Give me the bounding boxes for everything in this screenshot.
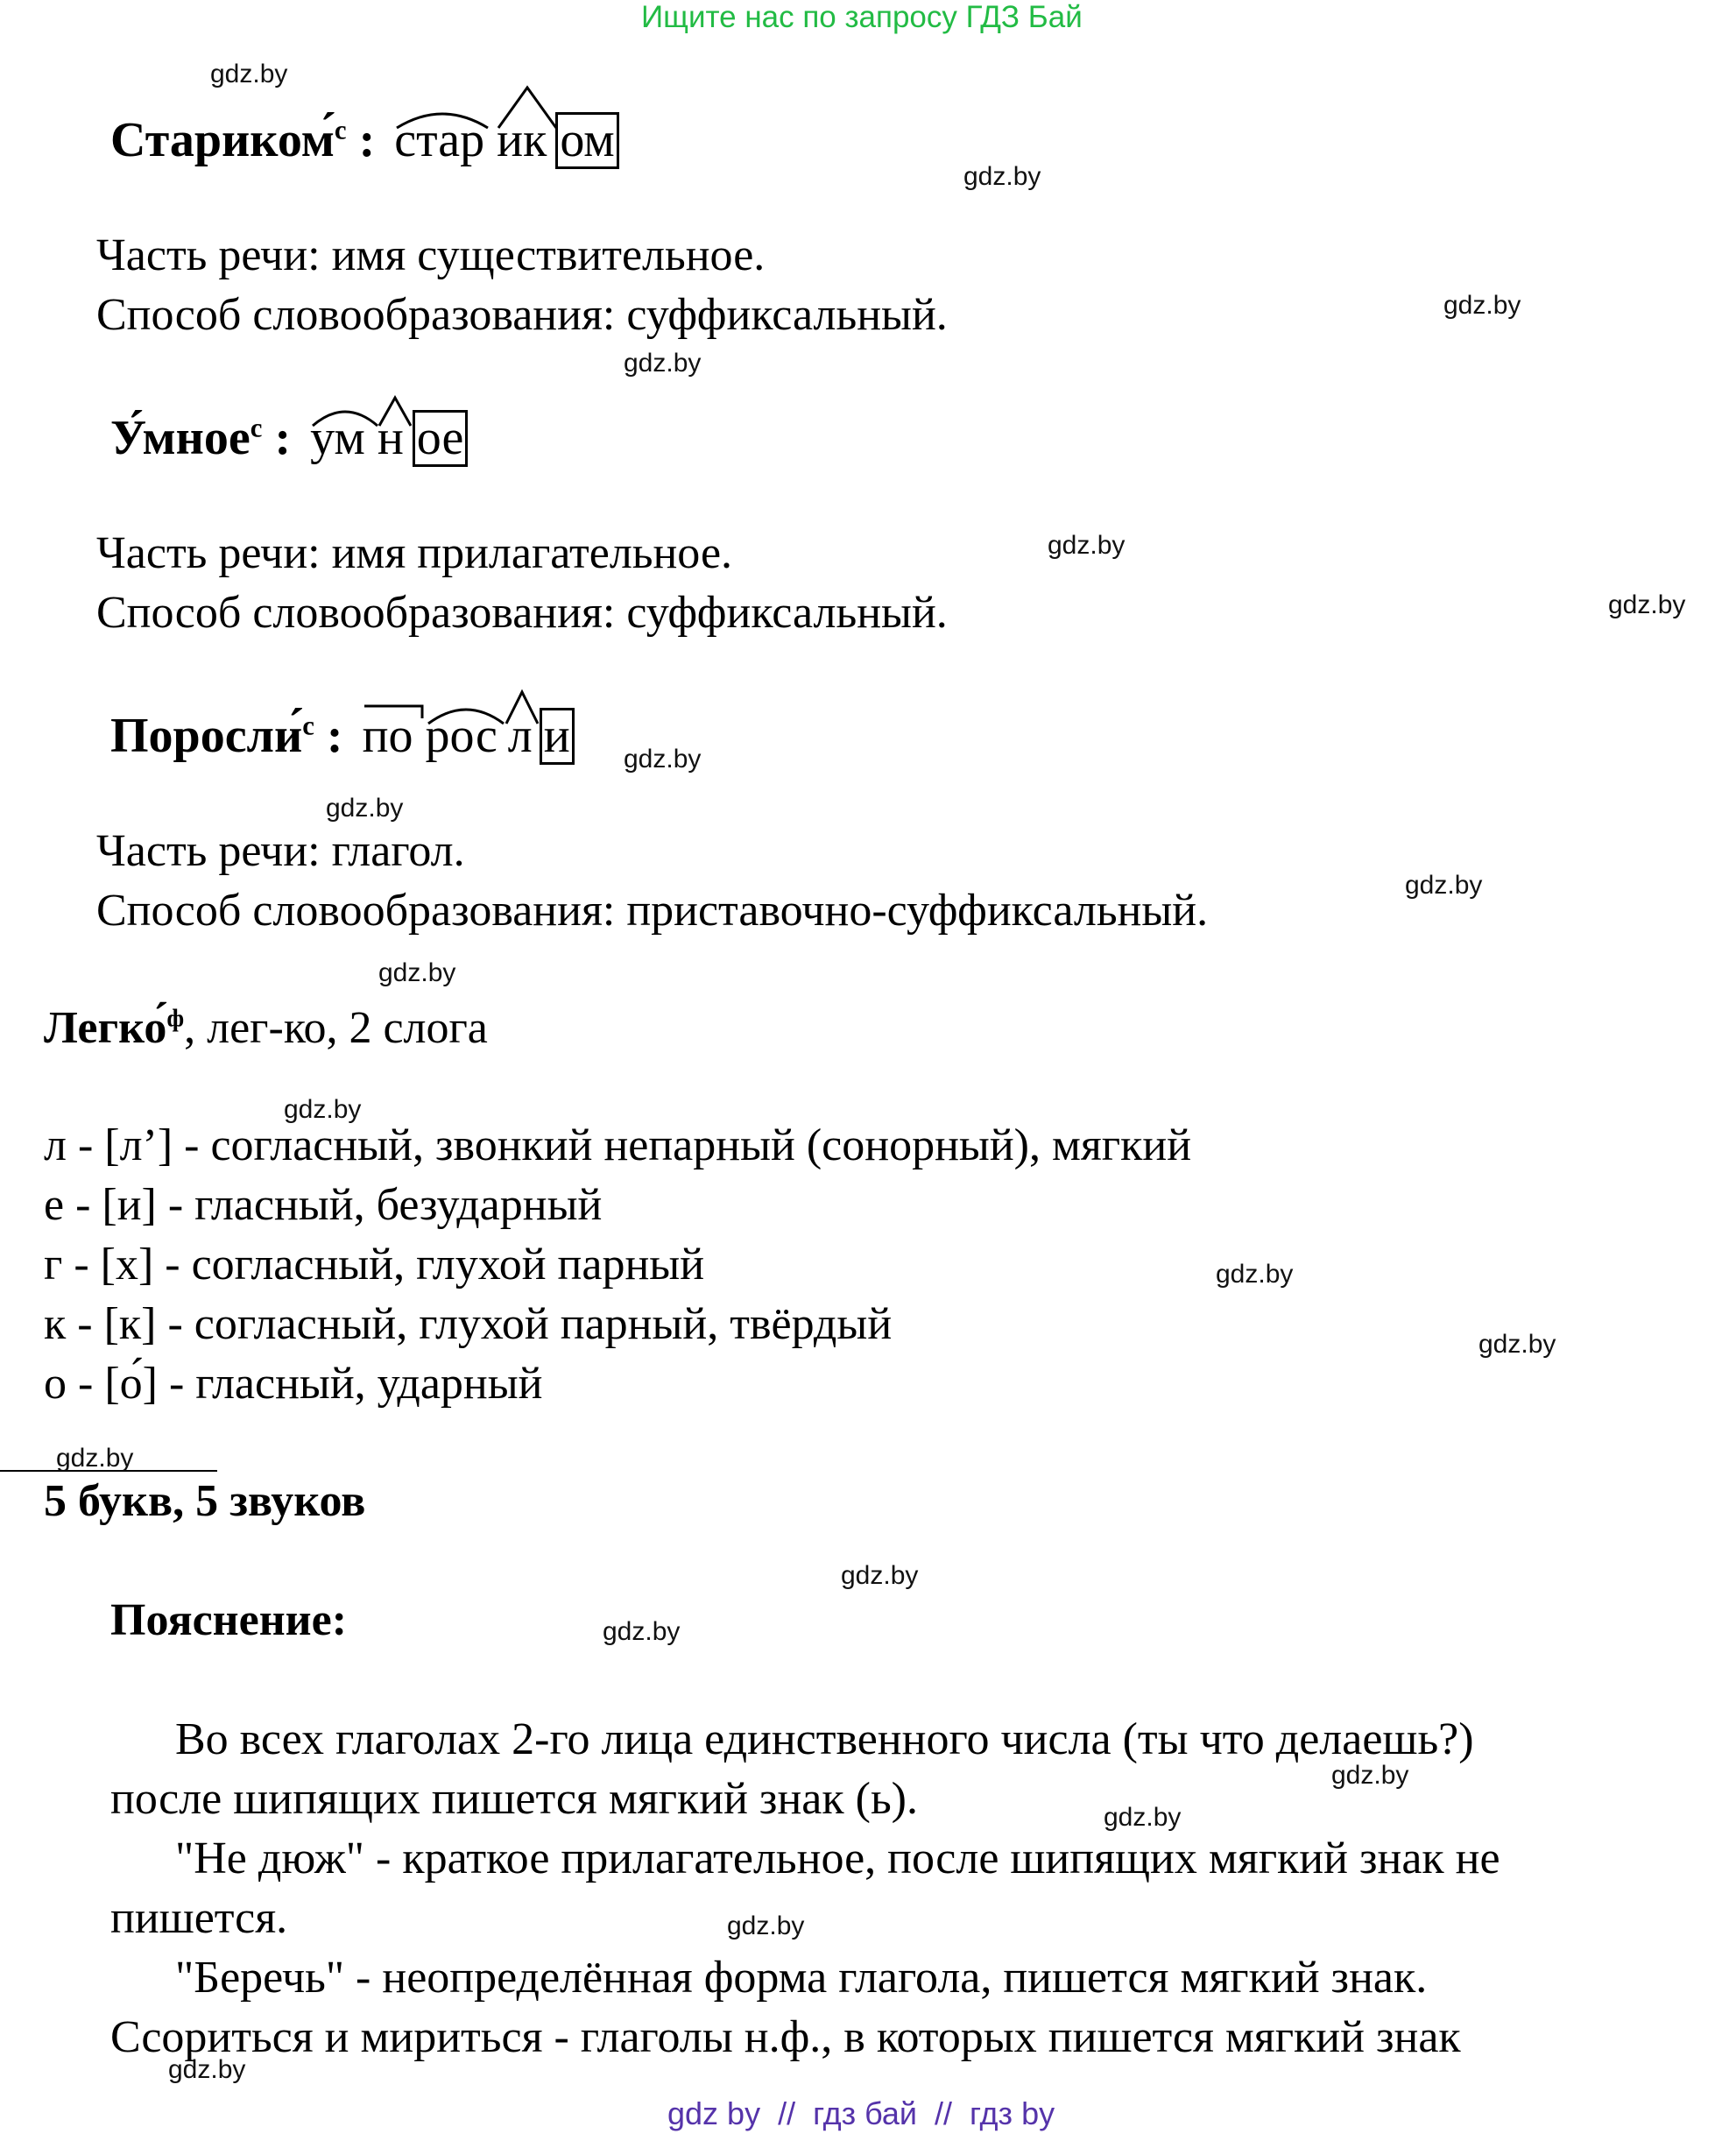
- colon: :: [314, 709, 343, 763]
- suffix-caret-icon: [378, 396, 413, 427]
- sound-line-4: к - [к] - согласный, глухой парный, твёрдый: [44, 1299, 893, 1349]
- watermark: gdz.by: [624, 745, 702, 774]
- summary-divider: [0, 1470, 217, 1472]
- part-of-speech-3: Часть речи: глагол.: [96, 826, 465, 876]
- phonetic-summary: 5 букв, 5 звуков: [44, 1476, 366, 1526]
- watermark: gdz.by: [1443, 291, 1521, 320]
- headword: Стариком́: [110, 113, 335, 167]
- explanation-line-1: Во всех глаголах 2-го лица единственного числа (ты что делаешь?): [175, 1714, 1474, 1764]
- morph-root: рос: [426, 708, 498, 764]
- analysis-mark: с: [302, 710, 314, 741]
- watermark: gdz.by: [1048, 531, 1126, 560]
- formation-method-1: Способ словообразования: суффиксальный.: [96, 290, 948, 340]
- analysis-mark: ф: [166, 1005, 185, 1033]
- morph-suffix: н: [378, 410, 404, 466]
- explanation-line-3: "Не дюж" - краткое прилагательное, после шипящих мягкий знак не: [175, 1834, 1500, 1883]
- morph-suffix: ик: [497, 112, 547, 168]
- sound-line-1: л - [л’] - согласный, звонкий непарный (сонорный), мягкий: [44, 1120, 1192, 1170]
- phonetic-heading: [44, 1002, 488, 1054]
- watermark: gdz.by: [624, 349, 702, 378]
- explanation-line-2: после шипящих пишется мягкий знак (ь).: [110, 1774, 918, 1824]
- analysis-mark: с: [334, 115, 347, 145]
- sound-line-5: о - [о́] - гласный, ударный: [44, 1359, 543, 1409]
- watermark: gdz.by: [168, 2055, 246, 2084]
- colon: :: [262, 411, 292, 465]
- sound-line-3: г - [х] - согласный, глухой парный: [44, 1240, 705, 1290]
- suffix-caret-icon: [497, 86, 558, 130]
- morphemic-analysis-1: [110, 112, 619, 169]
- part-of-speech-1: Часть речи: имя существительное.: [96, 230, 766, 280]
- phonetic-headword: Легко́: [44, 1003, 167, 1053]
- headword: У́мное: [110, 411, 251, 465]
- colon: :: [346, 113, 376, 167]
- watermark: gdz.by: [603, 1617, 681, 1646]
- formation-method-3: Способ словообразования: приставочно-суффиксальный.: [96, 886, 1209, 936]
- watermark: gdz.by: [963, 162, 1041, 191]
- suffix-caret-icon: [505, 690, 540, 725]
- sound-line-2: е - [и] - гласный, безударный: [44, 1180, 603, 1230]
- explanation-line-6: Ссориться и мириться - глаголы н.ф., в которых пишется мягкий знак: [110, 2012, 1461, 2062]
- watermark: gdz.by: [326, 794, 404, 823]
- top-banner: Ищите нас по запросу ГДЗ Бай: [641, 0, 1083, 34]
- watermark: gdz.by: [1216, 1260, 1294, 1289]
- root-arc-icon: [426, 701, 506, 727]
- morph-root: ум: [310, 410, 365, 466]
- watermark: gdz.by: [210, 60, 288, 88]
- explanation-title: Пояснение:: [110, 1595, 348, 1645]
- morph-prefix: по: [363, 708, 413, 764]
- watermark: gdz.by: [56, 1444, 134, 1473]
- root-arc-icon: [394, 105, 490, 131]
- analysis-mark: с: [250, 413, 263, 443]
- syllables: , лег-ко, 2 слога: [184, 1003, 488, 1053]
- watermark: gdz.by: [727, 1911, 805, 1940]
- explanation-line-5: "Беречь" - неопределённая форма глагола, пишется мягкий знак.: [175, 1953, 1428, 2003]
- formation-method-2: Способ словообразования: суффиксальный.: [96, 588, 948, 638]
- watermark: gdz.by: [1331, 1761, 1409, 1790]
- morphemic-analysis-3: [110, 708, 575, 765]
- root-arc-icon: [310, 403, 380, 429]
- morph-root: стар: [394, 112, 484, 168]
- morph-ending: ом: [555, 112, 618, 169]
- part-of-speech-2: Часть речи: имя прилагательное.: [96, 528, 733, 578]
- watermark: gdz.by: [1104, 1803, 1182, 1832]
- morph-ending: и: [540, 708, 575, 765]
- morphemic-analysis-2: [110, 410, 468, 467]
- watermark: gdz.by: [378, 958, 456, 987]
- watermark: gdz.by: [1405, 871, 1483, 900]
- morph-suffix: л: [508, 708, 533, 764]
- footer-links: gdz by // гдз бай // гдз by: [667, 2095, 1055, 2131]
- watermark: gdz.by: [284, 1095, 362, 1124]
- watermark: gdz.by: [841, 1561, 919, 1590]
- explanation-line-4: пишется.: [110, 1893, 288, 1943]
- prefix-bracket-icon: [363, 704, 424, 725]
- headword: Поросли́: [110, 709, 303, 763]
- morph-ending: ое: [413, 410, 469, 467]
- watermark: gdz.by: [1478, 1330, 1556, 1359]
- watermark: gdz.by: [1608, 590, 1686, 619]
